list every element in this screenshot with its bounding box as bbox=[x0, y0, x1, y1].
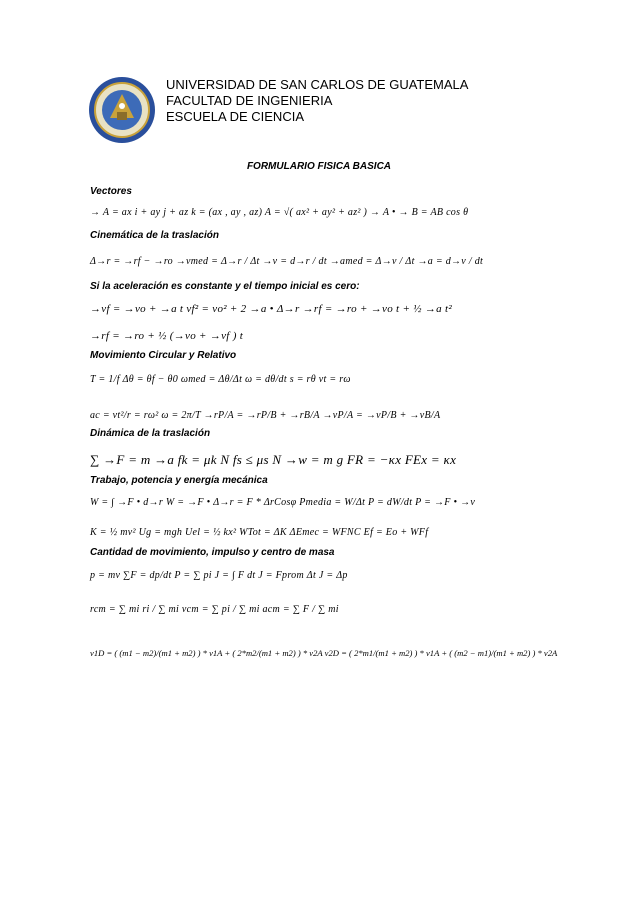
school-name: ESCUELA DE CIENCIA bbox=[166, 109, 304, 124]
formula-momento-3: v1D = ( (m1 − m2)/(m1 + m2) ) * v1A + ( 2*m2/(m1 + m2) ) * v2A v2D = ( 2*m1/(m1 + m2) ) * v1A + ( (m2 − m1)/(m1 + m2) ) * v2A bbox=[90, 648, 558, 658]
formula-aceleracion-1: →vf = →vo + →a t vf² = vo² + 2 →a • Δ→r →rf = →ro + →vo t + ½ →a t² bbox=[90, 303, 452, 315]
formula-momento-2: rcm = ∑ mi ri / ∑ mi vcm = ∑ pi / ∑ mi acm = ∑ F / ∑ mi bbox=[90, 604, 339, 615]
university-seal-logo bbox=[88, 76, 156, 144]
formula-momento-1: p = mv ∑F = dp/dt P = ∑ pi J = ∫ F dt J = Fprom Δt J = Δp bbox=[90, 570, 348, 581]
institution-header bbox=[166, 77, 468, 125]
section-heading-trabajo: Trabajo, potencia y energía mecánica bbox=[90, 475, 268, 486]
formula-circular-1: T = 1/f Δθ = θf − θ0 ωmed = Δθ/Δt ω = dθ/dt s = rθ vt = rω bbox=[90, 374, 351, 385]
section-heading-dinamica: Dinámica de la traslación bbox=[90, 428, 211, 439]
formula-aceleracion-2: →rf = →ro + ½ (→vo + →vf ) t bbox=[90, 330, 244, 342]
section-heading-cinematica: Cinemática de la traslación bbox=[90, 230, 219, 241]
formula-vectores-1: → A = ax i + ay j + az k = (ax , ay , az) A = √( ax² + ay² + az² ) → A • → B = AB cos θ bbox=[90, 207, 469, 218]
section-heading-circular: Movimiento Circular y Relativo bbox=[90, 350, 237, 361]
university-name: UNIVERSIDAD DE SAN CARLOS DE GUATEMALA bbox=[166, 77, 469, 92]
formula-dinamica-1: ∑ →F = m →a fk = μk N fs ≤ μs N →w = m g FR = −κx FEx = κx bbox=[90, 452, 457, 467]
section-heading-vectores: Vectores bbox=[90, 186, 132, 197]
section-heading-aceleracion: Si la aceleración es constante y el tiempo inicial es cero: bbox=[90, 281, 360, 292]
faculty-name: FACULTAD DE INGENIERIA bbox=[166, 93, 333, 108]
formula-trabajo-2: K = ½ mv² Ug = mgh Uel = ½ kx² WTot = ΔK ΔEmec = WFNC Ef = Eo + WFf bbox=[90, 527, 429, 538]
section-heading-momento: Cantidad de movimiento, impulso y centro de masa bbox=[90, 547, 335, 558]
document-title: FORMULARIO FISICA BASICA bbox=[246, 161, 392, 172]
formula-cinematica-1: Δ→r = →rf − →ro →vmed = Δ→r / Δt →v = d→r / dt →amed = Δ→v / Δt →a = d→v / dt bbox=[90, 256, 484, 267]
formula-trabajo-1: W = ∫ →F • d→r W = →F • Δ→r = F * ΔrCosφ Pmedia = W/Δt P = dW/dt P = →F • →v bbox=[90, 497, 476, 508]
formula-circular-2: ac = vt²/r = rω² ω = 2π/T →rP/A = →rP/B + →rB/A →vP/A = →vP/B + →vB/A bbox=[90, 410, 441, 421]
